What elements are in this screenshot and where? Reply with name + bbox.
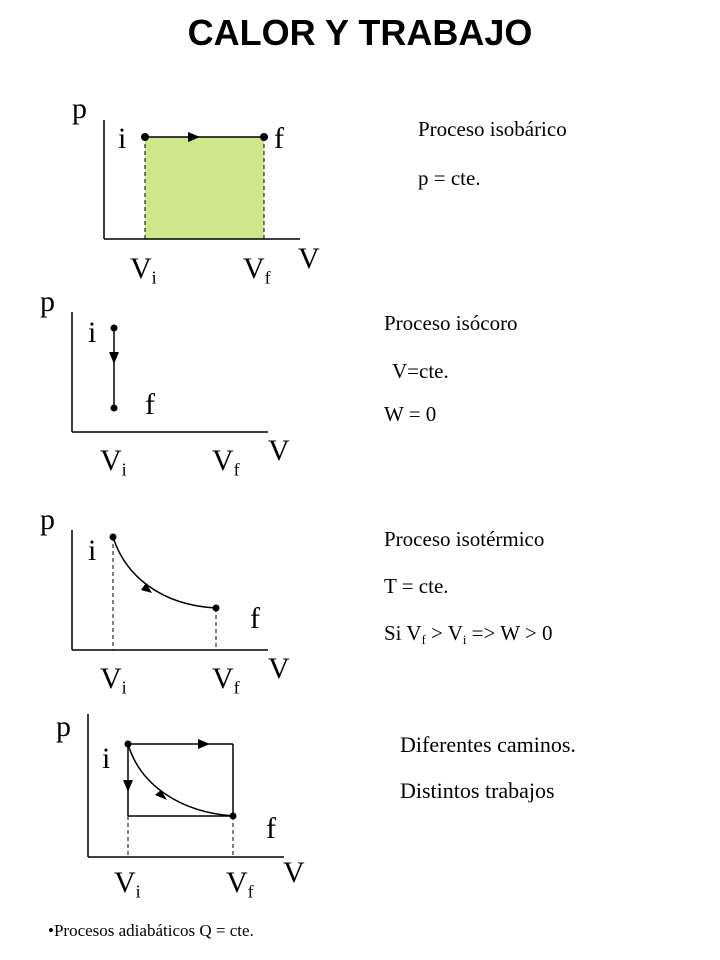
work-sub-i: i <box>462 632 467 647</box>
isothermal-name: Proceso isotérmico <box>384 527 545 551</box>
isothermal-condition: T = cte. <box>384 574 449 598</box>
isothermal-diagram <box>72 530 268 650</box>
vi-label <box>100 446 127 478</box>
paths-diagram <box>88 714 284 857</box>
v-axis-label: V <box>268 652 290 685</box>
vi-sub: i <box>121 677 127 698</box>
point-f-label: f <box>266 812 276 845</box>
vi-label <box>114 868 141 900</box>
vi-label <box>100 664 127 696</box>
vi-v: V <box>130 252 152 285</box>
vf-sub: f <box>233 677 240 698</box>
v-axis-label: V <box>268 434 290 467</box>
work-prefix: Si V <box>384 621 422 645</box>
footer-note <box>48 922 254 939</box>
isobaric-name: Proceso isobárico <box>418 117 567 141</box>
vf-label <box>212 446 240 478</box>
isochoric-name: Proceso isócoro <box>384 311 518 335</box>
footer-text: Procesos adiabáticos Q = cte. <box>53 921 254 940</box>
bullet: • <box>48 921 54 940</box>
vf-v: V <box>226 866 248 899</box>
p-axis-label: p <box>56 710 71 743</box>
point-f <box>260 133 268 141</box>
point-i <box>141 133 149 141</box>
vi-sub: i <box>121 459 127 480</box>
curve-path <box>128 744 233 816</box>
point-i <box>110 534 117 541</box>
isobaric-diagram <box>104 120 300 239</box>
v-axis-label: V <box>298 242 320 275</box>
page-title: CALOR Y TRABAJO <box>187 12 533 53</box>
point-f-label: f <box>274 122 284 155</box>
point-i <box>111 325 118 332</box>
vf-sub: f <box>264 267 271 288</box>
vi-v: V <box>100 662 122 695</box>
vi-label <box>130 254 157 286</box>
vf-label <box>212 664 240 696</box>
point-i-label: i <box>88 534 97 567</box>
point-i-label: i <box>118 122 127 155</box>
vf-sub: f <box>233 459 240 480</box>
isochoric-work: W = 0 <box>384 402 437 426</box>
work-suffix: => W > 0 <box>466 621 553 645</box>
vi-v: V <box>114 866 136 899</box>
vi-sub: i <box>135 881 141 902</box>
work-sub-f: f <box>421 632 426 647</box>
point-i <box>125 741 132 748</box>
vi-sub: i <box>151 267 157 288</box>
paths-line1: Diferentes caminos. <box>400 732 576 757</box>
vf-v: V <box>212 444 234 477</box>
p-axis-label: p <box>72 92 87 125</box>
point-f <box>111 405 118 412</box>
vf-label <box>243 254 271 286</box>
top-arrow <box>198 739 210 749</box>
vf-v: V <box>243 252 265 285</box>
left-arrow <box>123 780 133 792</box>
p-axis-label: p <box>40 285 55 318</box>
direction-arrow <box>109 352 119 364</box>
point-f-label: f <box>145 388 155 421</box>
isochoric-diagram <box>72 312 268 432</box>
vf-sub: f <box>247 881 254 902</box>
point-f-label: f <box>250 602 260 635</box>
point-f <box>213 605 220 612</box>
isotherm-curve <box>113 537 216 608</box>
point-i-label: i <box>102 742 111 775</box>
p-axis-label: p <box>40 503 55 536</box>
vf-label <box>226 868 254 900</box>
vf-v: V <box>212 662 234 695</box>
point-i-label: i <box>88 316 97 349</box>
v-axis-label: V <box>283 856 305 889</box>
work-area <box>145 137 264 239</box>
isochoric-condition: V=cte. <box>392 359 449 383</box>
vi-v: V <box>100 444 122 477</box>
paths-line2: Distintos trabajos <box>400 778 555 803</box>
work-mid: > V <box>425 621 463 645</box>
isothermal-work <box>384 623 553 646</box>
isobaric-condition: p = cte. <box>418 166 481 190</box>
point-f <box>230 813 237 820</box>
curve-arrow <box>155 790 167 800</box>
